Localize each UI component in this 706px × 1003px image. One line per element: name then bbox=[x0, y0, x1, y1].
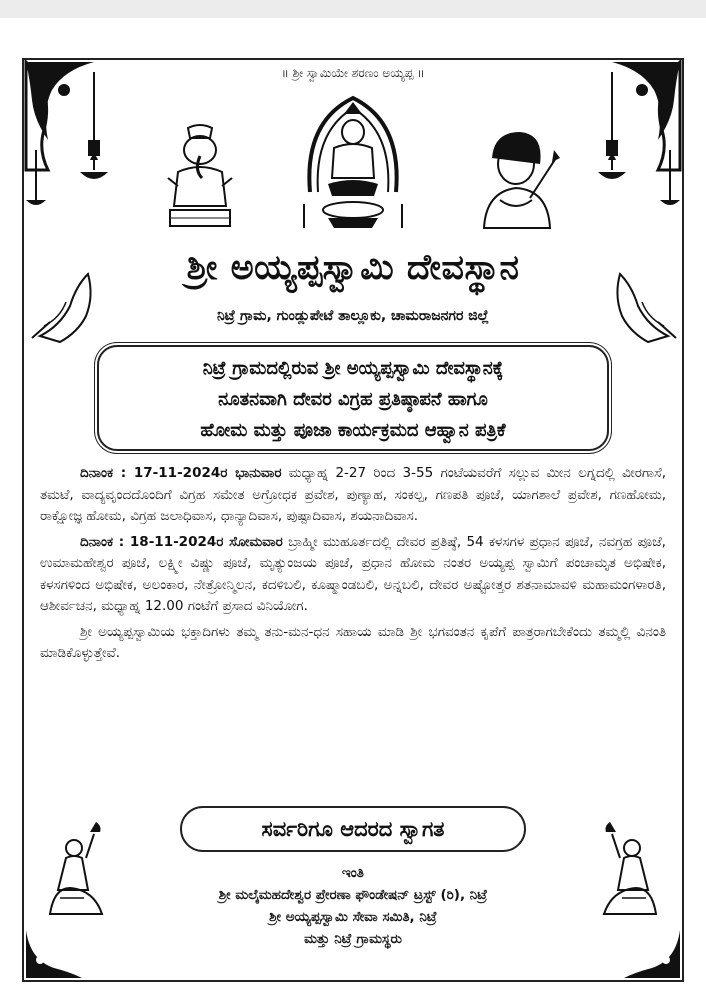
program-day-2-text: ಬ್ರಾಹ್ಮೀ ಮುಹೂರ್ತದಲ್ಲಿ ದೇವರ ಪ್ರತಿಷ್ಠೆ, 54 ಕಳಸಗಳ ಪ್ರಧಾನ ಪೂಜೆ, ನವಗ್ರಹ ಪೂಜೆ, ಉಮಾಮಹೇಶ್ವರ ಪೂಜೆ, ಲಕ್ಷ್ಮೀ ವಿಷ್ಣು ಪೂಜೆ, ಮೃತ್ಯುಂಜಯ ಪೂಜೆ, ಪ್ರಧಾನ ಹೋಮ ನಂತರ ಅಯ್ಯಪ್ಪ ಸ್ವಾಮಿಗೆ ಪಂಚಾಮೃತ ಅಭಿಷೇಕ, ಕಳಸಗಳಿಂದ ಅಭಿಷೇಕ, ಅಲಂಕಾರ, ನೇತ್ರೋನ್ಮಿಲನ, ಕದಳಿಬಲಿ, ಕೂಷ್ಮಾಂಡಬಲಿ, ಅನ್ನಬಲಿ, ದೇವರ ಅಷ್ಟೋತ್ತರ ಶತನಾಮಾವಳಿ ಮಹಾಮಂಗಳಾರತಿ, ಆಶೀರ್ವಚನ, ಮಧ್ಯಾಹ್ನ 12.00 ಗಂಟೆಗೆ ಪ್ರಸಾದ ವಿನಿಯೋಗ. bbox=[40, 533, 666, 614]
heading-line-2: ನೂತನವಾಗಿ ದೇವರ ವಿಗ್ರಹ ಪ್ರತಿಷ್ಠಾಪನೆ ಹಾಗೂ bbox=[218, 389, 488, 410]
heading-line-3: ಹೋಮ ಮತ್ತು ಪೂಜಾ ಕಾರ್ಯಕ್ರಮದ ಆಹ್ವಾನ ಪತ್ರಿಕೆ bbox=[200, 420, 506, 441]
signature-block bbox=[0, 862, 706, 950]
invitation-body bbox=[40, 463, 666, 669]
program-day-1-text: ಮಧ್ಯಾಹ್ನ 2-27 ರಿಂದ 3-55 ಗಂಟೆಯವರೆಗೆ ಸಲ್ಲುವ ಮೀನ ಲಗ್ನದಲ್ಲಿ ವೀರಗಾಸೆ, ತಮಟೆ, ವಾದ್ಯವೃಂದದೊಂದಿಗೆ ವಿಗ್ರಹ ಸಮೇತ ಅಗ್ರೋಧಕ ಪ್ರವೇಶ, ಪುಣ್ಯಾಹ, ಸಂಕಲ್ಪ, ಗಣಪತಿ ಪೂಜೆ, ಯಾಗಶಾಲೆ ಪ್ರವೇಶ, ಗಣಹೋಮ, ರಾಕ್ಷೋಜ್ಞ ಹೋಮ, ವಿಗ್ರಹ ಜಲಾಧಿವಾಸ, ಧಾನ್ಯಾದಿವಾಸ, ಪುಷ್ಪಾದಿವಾಸ, ಶಯನಾದಿವಾಸ. bbox=[40, 465, 666, 524]
date-prefix: ದಿನಾಂಕ : bbox=[80, 465, 134, 481]
heading-line-1: ನಿಟ್ರೆ ಗ್ರಾಮದಲ್ಲಿರುವ ಶ್ರೀ ಅಯ್ಯಪ್ಪಸ್ವಾಮಿ ದೇವಸ್ಥಾನಕ್ಕೆ bbox=[202, 358, 504, 379]
window-top-strip bbox=[0, 0, 706, 18]
date-day-1: 17-11-2024ರ ಭಾನುವಾರ bbox=[133, 465, 282, 481]
program-day-2 bbox=[40, 532, 666, 618]
date-day-2: 18-11-2024ರ ಸೋಮವಾರ bbox=[129, 533, 283, 550]
signature-line-3: ಶ್ರೀ ಅಯ್ಯಪ್ಪಸ್ವಾಮಿ ಸೇವಾ ಸಮಿತಿ, ನಿಟ್ರೆ bbox=[269, 909, 437, 925]
invocation-text: ॥ ಶ್ರೀ ಸ್ವಾಮಿಯೇ ಶರಣಂ ಅಯ್ಯಪ್ಪ ॥ bbox=[281, 66, 425, 80]
top-left-ornament-icon bbox=[24, 60, 174, 210]
signature-line-1: ಇಂತಿ bbox=[342, 865, 364, 881]
temple-title: ಶ್ರೀ ಅಯ್ಯಪ್ಪಸ್ವಾಮಿ ದೇವಸ್ಥಾನ bbox=[186, 248, 520, 288]
date-prefix: ದಿನಾಂಕ : bbox=[80, 533, 130, 550]
welcome-banner: ಸರ್ವರಿಗೂ ಆದರದ ಸ್ವಾಗತ bbox=[180, 806, 526, 852]
namaste-hands-left-icon bbox=[30, 266, 102, 346]
signature-line-4: ಮತ್ತು ನಿಟ್ರೆ ಗ್ರಾಮಸ್ಥರು bbox=[304, 931, 402, 947]
namaste-hands-right-icon bbox=[606, 266, 678, 346]
signature-line-2: ಶ್ರೀ ಮಲೈಮಹದೇಶ್ವರ ಪ್ರೇರಣಾ ಫೌಂಡೇಷನ್ ಟ್ರಸ್ಟ್ (ರಿ), ನಿಟ್ರೆ bbox=[218, 887, 488, 903]
murugan-icon bbox=[470, 128, 560, 234]
program-day-1 bbox=[40, 463, 666, 528]
temple-address: ನಿಟ್ರೆ ಗ್ರಾಮ, ಗುಂಡ್ಲುಪೇಟೆ ತಾಲ್ಲೂಕು, ಚಾಮರಾಜನಗರ ಜಿಲ್ಲೆ bbox=[217, 308, 489, 324]
invitation-heading-box bbox=[97, 345, 609, 451]
ayyappa-icon bbox=[300, 92, 406, 232]
ganesha-icon bbox=[160, 122, 240, 232]
appeal-paragraph: ಶ್ರೀ ಅಯ್ಯಪ್ಪಸ್ವಾಮಿಯ ಭಕ್ತಾದಿಗಳು ತಮ್ಮ ತನು-ಮನ-ಧನ ಸಹಾಯ ಮಾಡಿ ಶ್ರೀ ಭಗವಂತನ ಕೃಪೆಗೆ ಪಾತ್ರರಾಗಬೇಕೆಂದು ತಮ್ಮಲ್ಲಿ ವಿನಂತಿ ಮಾಡಿಕೊಳ್ಳುತ್ತೇವೆ. bbox=[40, 623, 666, 661]
